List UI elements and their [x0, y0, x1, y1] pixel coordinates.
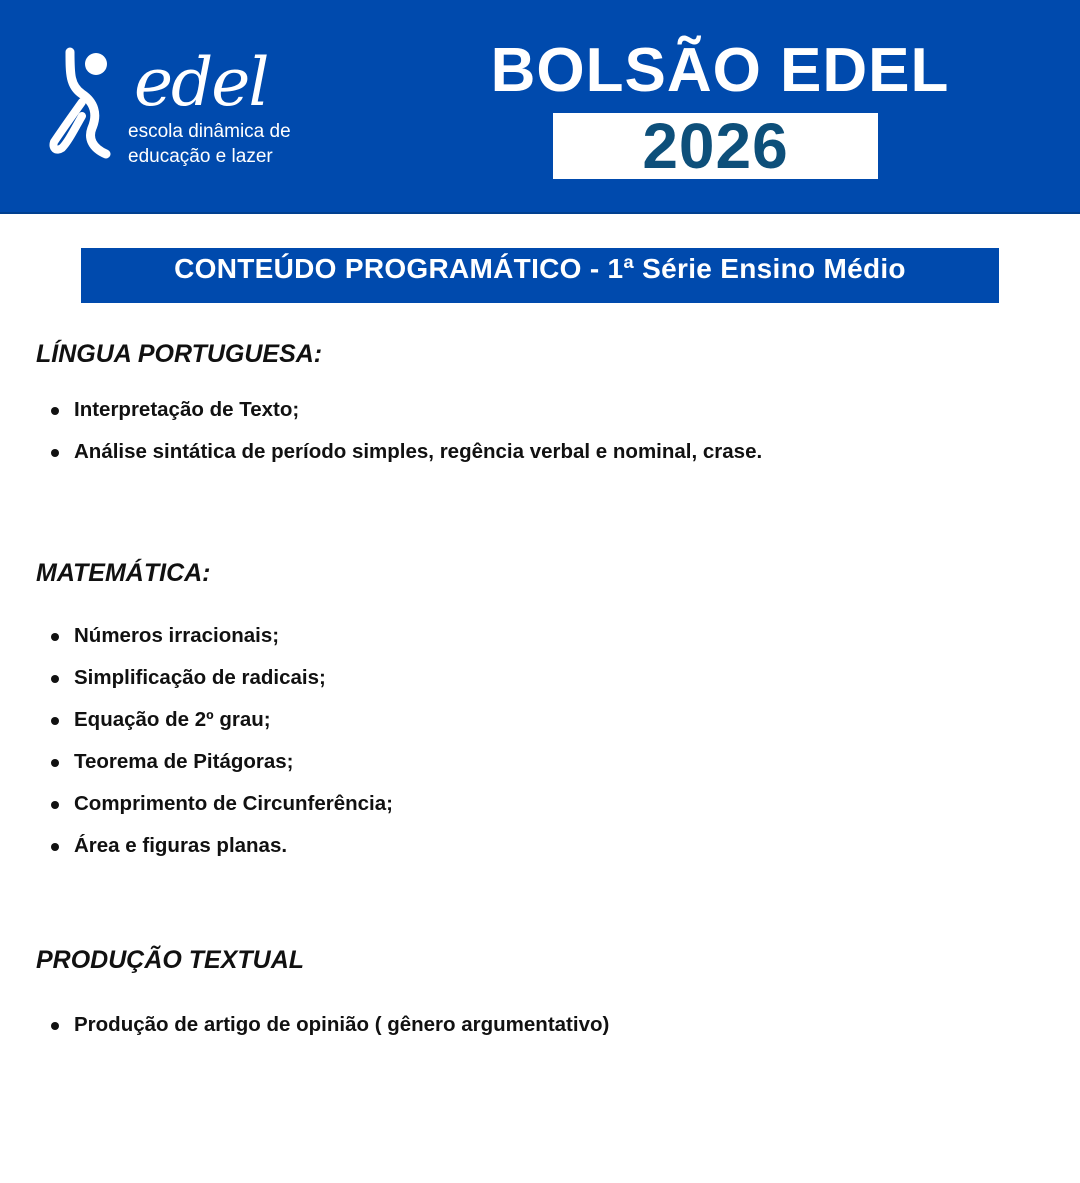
- list-item: [46, 431, 762, 473]
- bullet-icon: [51, 759, 59, 767]
- page-title: BOLSÃO EDEL: [490, 36, 950, 105]
- list-item: [46, 741, 393, 783]
- stylized-person-icon: [48, 44, 138, 164]
- section-title-portuguese: LÍNGUA PORTUGUESA:: [36, 340, 323, 368]
- list-item-text: Teorema de Pitágoras;: [74, 750, 294, 773]
- logo-tagline-line2: educação e lazer: [128, 146, 273, 167]
- portuguese-list: [46, 389, 762, 473]
- header-divider: [0, 212, 1080, 214]
- bullet-icon: [51, 407, 59, 415]
- section-title-writing: PRODUÇÃO TEXTUAL: [36, 946, 305, 974]
- logo-wordmark: edel: [134, 44, 268, 121]
- banner-text: CONTEÚDO PROGRAMÁTICO - 1ª Série Ensino Médio: [174, 253, 906, 284]
- writing-list: [46, 1004, 609, 1046]
- list-item-text: Comprimento de Circunferência;: [74, 792, 393, 815]
- bullet-icon: [51, 1022, 59, 1030]
- year-box: [553, 110, 878, 182]
- bullet-icon: [51, 843, 59, 851]
- list-item-text: Produção de artigo de opinião ( gênero argumentativo): [74, 1013, 610, 1036]
- list-item-text: Simplificação de radicais;: [74, 666, 326, 689]
- list-item-text: Interpretação de Texto;: [74, 398, 300, 421]
- list-item: [46, 657, 393, 699]
- header-banner: [0, 0, 1080, 213]
- bullet-icon: [51, 633, 59, 641]
- math-list: [46, 615, 393, 867]
- list-item: [46, 783, 393, 825]
- list-item: [46, 615, 393, 657]
- list-item: [46, 389, 762, 431]
- section-title-math: MATEMÁTICA:: [36, 559, 211, 587]
- list-item-text: Análise sintática de período simples, regência verbal e nominal, crase.: [74, 440, 763, 463]
- logo-tagline-line1: escola dinâmica de: [128, 121, 291, 142]
- list-item: [46, 699, 393, 741]
- bullet-icon: [51, 449, 59, 457]
- bullet-icon: [51, 717, 59, 725]
- edel-logo: [48, 44, 308, 174]
- bullet-icon: [51, 675, 59, 683]
- list-item-text: Equação de 2º grau;: [74, 708, 271, 731]
- content-banner: [81, 248, 999, 303]
- bullet-icon: [51, 801, 59, 809]
- year-label: 2026: [642, 110, 789, 182]
- list-item-text: Números irracionais;: [74, 624, 280, 647]
- list-item: [46, 825, 393, 867]
- list-item: [46, 1004, 609, 1046]
- list-item-text: Área e figuras planas.: [74, 834, 288, 857]
